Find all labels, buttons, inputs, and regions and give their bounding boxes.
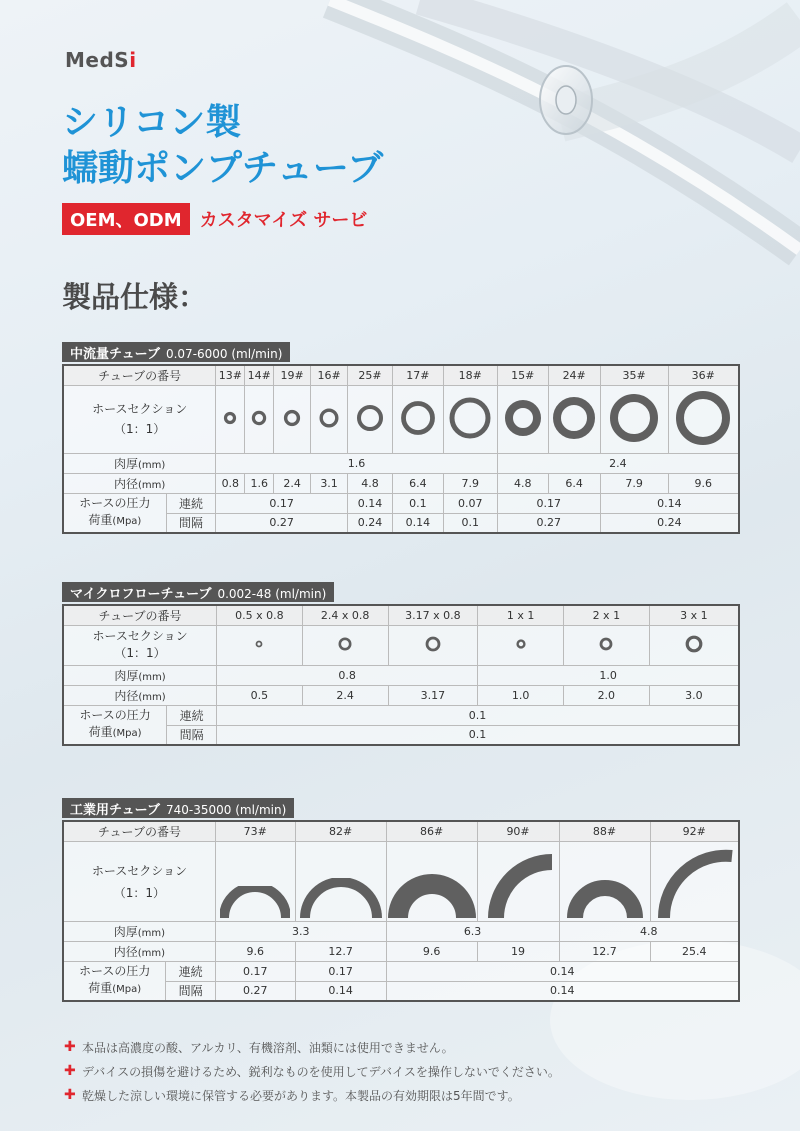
inner-diameter-value: 2.0 bbox=[563, 685, 649, 705]
wall-thickness-value: 1.0 bbox=[478, 665, 739, 685]
title-line-1: シリコン製 bbox=[62, 102, 242, 143]
title-line-2: 蠕動ポンプチューブ bbox=[62, 148, 384, 189]
tube-number: 19# bbox=[274, 365, 311, 385]
red-cross-icon: ✚ bbox=[64, 1063, 76, 1079]
inner-diameter-value: 19 bbox=[477, 941, 559, 961]
tube-number: 90# bbox=[477, 821, 559, 841]
inner-diameter-value: 9.6 bbox=[668, 473, 739, 493]
pressure-load-label: ホースの圧力 荷重(Mpa) bbox=[63, 705, 167, 745]
tube-number: 86# bbox=[386, 821, 477, 841]
tube-cross-section-icon bbox=[388, 872, 476, 918]
wall-thickness-label: 肉厚(mm) bbox=[63, 665, 217, 685]
inner-diameter-value: 4.8 bbox=[348, 473, 393, 493]
section1-title: 中流量チューブ 0.07-6000 (ml/min) bbox=[62, 342, 290, 362]
hose-section-label: ホースセクション （1：1） bbox=[63, 385, 216, 453]
tube-cross-section-icon bbox=[607, 391, 661, 445]
tube-number: 3 x 1 bbox=[649, 605, 739, 625]
tube-number: 17# bbox=[392, 365, 443, 385]
interval-value: 0.27 bbox=[215, 981, 295, 1001]
continuous-label: 連続 bbox=[166, 961, 215, 981]
tube-number: 16# bbox=[311, 365, 348, 385]
inner-diameter-value: 2.4 bbox=[274, 473, 311, 493]
wall-thickness-label: 肉厚(mm) bbox=[63, 453, 216, 473]
tube-cross-section-icon bbox=[652, 842, 736, 918]
inner-diameter-value: 1.6 bbox=[245, 473, 274, 493]
note-item: ✚ 乾燥した涼しい環境に保管する必要があります。本製品の有効期限は5年間です。 bbox=[64, 1087, 520, 1103]
tube-number-label: チューブの番号 bbox=[63, 365, 216, 385]
red-cross-icon: ✚ bbox=[64, 1039, 76, 1055]
continuous-value: 0.14 bbox=[600, 493, 739, 513]
tube-number: 13# bbox=[216, 365, 245, 385]
tube-cross-section-icon bbox=[501, 396, 545, 440]
continuous-value: 0.07 bbox=[443, 493, 497, 513]
tube-number: 15# bbox=[497, 365, 548, 385]
inner-diameter-value: 12.7 bbox=[559, 941, 650, 961]
interval-value: 0.27 bbox=[497, 513, 600, 533]
interval-label: 間隔 bbox=[167, 725, 217, 745]
tube-number: 2 x 1 bbox=[563, 605, 649, 625]
tube-cross-section-icon bbox=[353, 401, 387, 435]
tube-number: 24# bbox=[548, 365, 600, 385]
tube-cross-section-icon bbox=[422, 633, 444, 655]
interval-value: 0.14 bbox=[392, 513, 443, 533]
continuous-value: 0.1 bbox=[392, 493, 443, 513]
section3-table bbox=[62, 820, 740, 1002]
inner-diameter-value: 0.5 bbox=[217, 685, 303, 705]
inner-diameter-value: 25.4 bbox=[650, 941, 739, 961]
inner-diameter-value: 12.7 bbox=[295, 941, 386, 961]
tube-cross-section-icon bbox=[682, 632, 706, 656]
tube-cross-section-icon bbox=[446, 394, 494, 442]
continuous-label: 連続 bbox=[167, 705, 217, 725]
interval-value: 0.1 bbox=[217, 725, 739, 745]
tube-cross-section-icon bbox=[478, 844, 558, 918]
tube-cross-section-icon bbox=[220, 886, 290, 918]
inner-diameter-value: 7.9 bbox=[443, 473, 497, 493]
tube-number: 18# bbox=[443, 365, 497, 385]
custom-service-text: カスタマイズ サービ bbox=[199, 210, 368, 231]
tube-number: 73# bbox=[215, 821, 295, 841]
wall-thickness-label: 肉厚(mm) bbox=[63, 921, 215, 941]
interval-value: 0.14 bbox=[295, 981, 386, 1001]
tube-number: 88# bbox=[559, 821, 650, 841]
tube-number: 25# bbox=[348, 365, 393, 385]
tube-number: 14# bbox=[245, 365, 274, 385]
tube-cross-section-icon bbox=[315, 404, 343, 432]
service-banner bbox=[62, 203, 367, 235]
interval-value: 0.24 bbox=[600, 513, 739, 533]
pressure-load-label: ホースの圧力 荷重(Mpa) bbox=[63, 493, 166, 533]
interval-value: 0.24 bbox=[348, 513, 393, 533]
wall-thickness-value: 4.8 bbox=[559, 921, 739, 941]
inner-diameter-value: 3.1 bbox=[311, 473, 348, 493]
tube-cross-section-icon bbox=[279, 405, 305, 431]
usage-notes bbox=[64, 1035, 560, 1107]
pressure-load-label: ホースの圧力 荷重(Mpa) bbox=[63, 961, 166, 1001]
inner-diameter-value: 9.6 bbox=[386, 941, 477, 961]
continuous-value: 0.17 bbox=[497, 493, 600, 513]
tube-cross-section-icon bbox=[252, 637, 266, 651]
interval-label: 間隔 bbox=[166, 513, 216, 533]
tube-cross-section-icon bbox=[219, 407, 241, 429]
hose-section-label: ホースセクション （1：1） bbox=[63, 841, 215, 921]
tube-cross-section-icon bbox=[673, 388, 733, 448]
note-item: ✚ 本品は高濃度の酸、アルカリ、有機溶剤、油類には使用できません。 bbox=[64, 1039, 454, 1055]
continuous-value: 0.1 bbox=[217, 705, 739, 725]
brand-logo: MedSi bbox=[65, 48, 137, 72]
interval-value: 0.27 bbox=[216, 513, 348, 533]
inner-diameter-value: 9.6 bbox=[215, 941, 295, 961]
wall-thickness-value: 2.4 bbox=[497, 453, 739, 473]
tube-cross-section-icon bbox=[335, 634, 355, 654]
wall-thickness-value: 6.3 bbox=[386, 921, 559, 941]
tube-cross-section-icon bbox=[513, 636, 529, 652]
tube-number: 2.4 x 0.8 bbox=[302, 605, 388, 625]
tube-cross-section-icon bbox=[397, 397, 439, 439]
inner-diameter-value: 2.4 bbox=[302, 685, 388, 705]
interval-value: 0.1 bbox=[443, 513, 497, 533]
red-cross-icon: ✚ bbox=[64, 1087, 76, 1103]
spec-heading: 製品仕様： bbox=[62, 280, 208, 314]
inner-diameter-value: 3.0 bbox=[649, 685, 739, 705]
note-item: ✚ デバイスの損傷を避けるため、鋭利なものを使用してデバイスを操作しないでください。 bbox=[64, 1063, 560, 1079]
continuous-value: 0.17 bbox=[215, 961, 295, 981]
interval-value: 0.14 bbox=[386, 981, 739, 1001]
tube-number-label: チューブの番号 bbox=[63, 605, 217, 625]
section1-table bbox=[62, 364, 740, 534]
wall-thickness-value: 1.6 bbox=[216, 453, 497, 473]
section3-title: 工業用チューブ 740-35000 (ml/min) bbox=[62, 798, 294, 818]
tube-number: 0.5 x 0.8 bbox=[217, 605, 303, 625]
section2-table bbox=[62, 604, 740, 746]
tube-number: 3.17 x 0.8 bbox=[388, 605, 478, 625]
inner-diameter-label: 内径(mm) bbox=[63, 685, 217, 705]
inner-diameter-value: 6.4 bbox=[392, 473, 443, 493]
section2-title: マイクロフローチューブ 0.002-48 (ml/min) bbox=[62, 582, 334, 602]
inner-diameter-value: 0.8 bbox=[216, 473, 245, 493]
oem-odm-tag: OEM、ODM bbox=[62, 203, 190, 235]
tube-cross-section-icon bbox=[596, 634, 616, 654]
continuous-value: 0.14 bbox=[348, 493, 393, 513]
inner-diameter-label: 内径(mm) bbox=[63, 473, 216, 493]
page-title bbox=[62, 100, 383, 192]
inner-diameter-value: 1.0 bbox=[478, 685, 564, 705]
tube-cross-section-icon bbox=[550, 394, 598, 442]
tube-number: 1 x 1 bbox=[478, 605, 564, 625]
continuous-value: 0.14 bbox=[386, 961, 739, 981]
tube-number: 36# bbox=[668, 365, 739, 385]
wall-thickness-value: 0.8 bbox=[217, 665, 478, 685]
continuous-label: 連続 bbox=[166, 493, 216, 513]
hose-section-label: ホースセクション （1：1） bbox=[63, 625, 217, 665]
tube-number: 82# bbox=[295, 821, 386, 841]
inner-diameter-value: 7.9 bbox=[600, 473, 668, 493]
wall-thickness-value: 3.3 bbox=[215, 921, 386, 941]
inner-diameter-label: 内径(mm) bbox=[63, 941, 215, 961]
inner-diameter-value: 3.17 bbox=[388, 685, 478, 705]
tube-cross-section-icon bbox=[561, 856, 649, 918]
inner-diameter-value: 6.4 bbox=[548, 473, 600, 493]
continuous-value: 0.17 bbox=[216, 493, 348, 513]
inner-diameter-value: 4.8 bbox=[497, 473, 548, 493]
tube-number-label: チューブの番号 bbox=[63, 821, 215, 841]
tube-number: 92# bbox=[650, 821, 739, 841]
tube-cross-section-icon bbox=[300, 878, 382, 918]
tube-cross-section-icon bbox=[248, 407, 270, 429]
interval-label: 間隔 bbox=[166, 981, 215, 1001]
tube-number: 35# bbox=[600, 365, 668, 385]
continuous-value: 0.17 bbox=[295, 961, 386, 981]
